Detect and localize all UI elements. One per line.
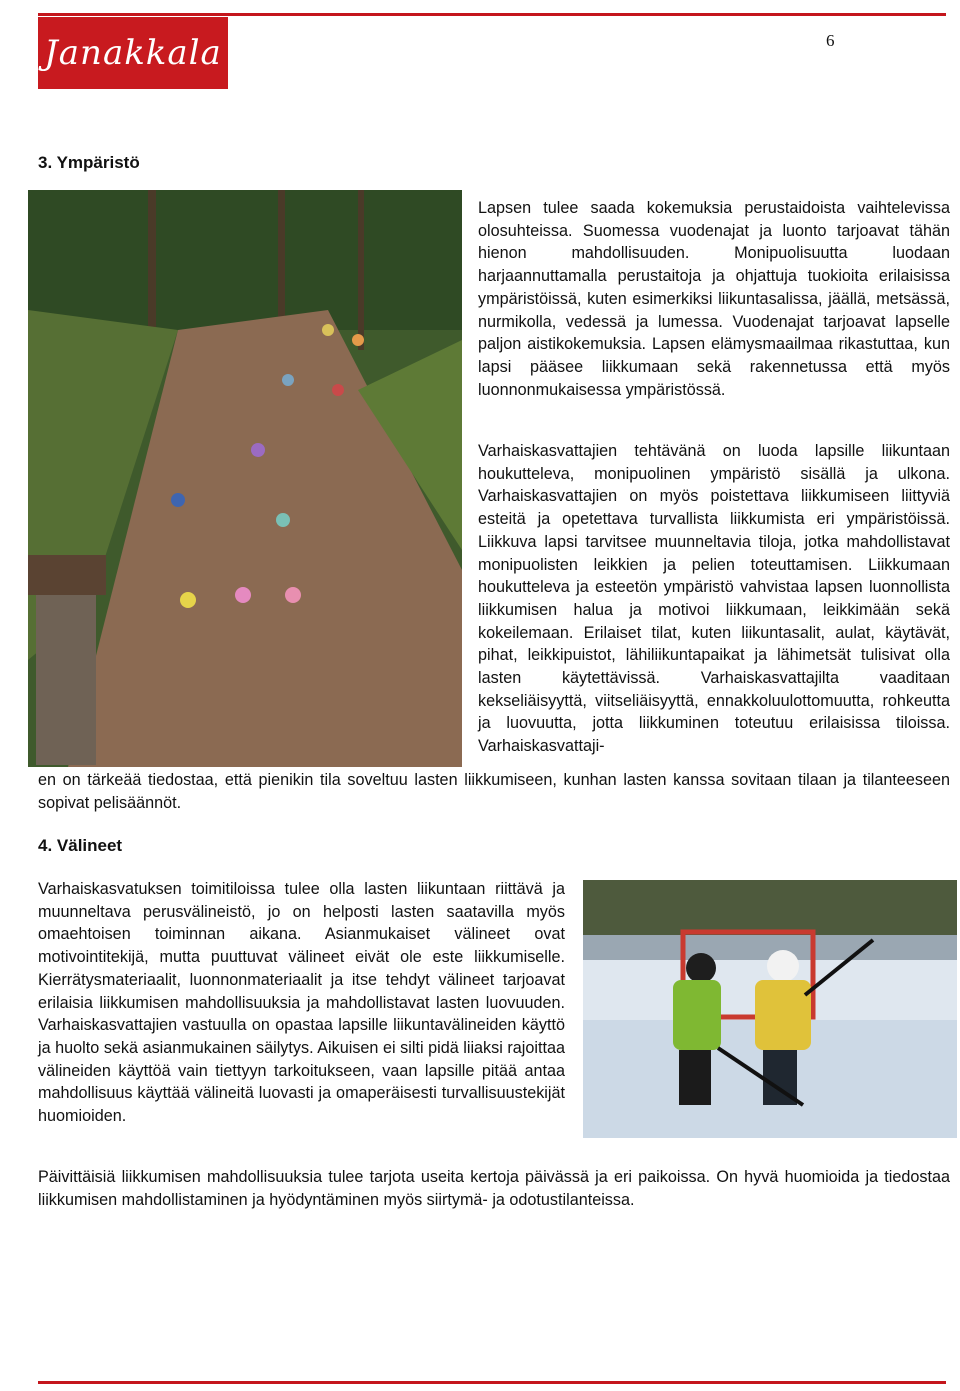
section-4-paragraph-2: Päivittäisiä liikkumisen mahdollisuuksia tulee tarjota useita kertoja päivässä ja eri paikoissa. On hyvä huomioida ja tiedostaa liikkumisen mahdollistaminen ja hyödyntäminen myös siirtymä- ja odotustilanteissa. <box>38 1168 950 1209</box>
section-3-paragraph-2-full: en on tärkeää tiedostaa, että pienikin tila soveltuu lasten liikkumiseen, kunhan lasten kanssa sovitaan tilaan ja tilanteeseen sopivat pelisäännöt. <box>38 771 950 812</box>
bottom-rule <box>38 1381 946 1384</box>
section-4-title: 4. Välineet <box>38 836 123 855</box>
section-4-paragraph-1: Varhaiskasvatuksen toimitiloissa tulee olla lasten liikuntaan riittävä ja muunneltava perusvälineistö, jo on helposti lasten saatavilla myös omaehtoisen toiminnan aikana. Asianmukaiset välineet ovat motivointitekijä, mutta puuttuvat välineet eivät ole este liikkumiselle. Kierrätysmateriaalit, luonnonmateriaalit ja itse tehdyt välineet tarjoavat erilaisia liikkumisen mahdollisuuksia ja mahdollistavat lasten luovuuden. Varhaiskasvattajien vastuulla on opastaa lapsille liikuntavälineiden käyttö ja huolto sekä asianmukainen säilytys. Aikuisen ei silti pidä liiaksi rajoittaa välineiden käyttöä vain tiettyyn tarkoitukseen, vaan lapsille pitää antaa mahdollisuus käyttää välineitä luovasti ja omaperäisesti turvallisuustekijät huomioiden. <box>38 880 565 1126</box>
top-rule <box>38 13 946 16</box>
section-3-paragraph-1: Lapsen tulee saada kokemuksia perustaidoista vaihtelevissa olosuhteissa. Suomessa vuodenajat ja luonto tarjoavat tähän hienon mahdollisuuden. Monipuolisuutta luodaan harjaannuttamalla perustaitoja ja ohjattuja tuokioita erilaisissa ympäristöissä, kuten esimerkiksi liikuntasalissa, jäällä, metsässä, nurmikolla, vedessä ja lumessa. Vuodenajat tarjoavat lapselle paljon aistikokemuksia. Lapsen elämysmaailmaa rikastuttaa, kun lapsi pääsee liikkumaan sekä rakennetussa että myös luonnonmukaisessa ympäristössä. <box>478 199 950 399</box>
hockey-photo-illustration <box>583 880 957 1138</box>
janakkala-logo <box>38 17 228 89</box>
logo-text: Janakkala <box>44 33 222 73</box>
section-3-title: 3. Ympäristö <box>38 153 140 172</box>
hill-photo-illustration <box>28 190 462 767</box>
photo-children-ice-hockey <box>583 880 957 1138</box>
photo-children-climbing-hill <box>28 190 462 767</box>
page-number: 6 <box>826 31 835 50</box>
section-3-paragraph-2-side: Varhaiskasvattajien tehtävänä on luoda lapsille liikuntaan houkutteleva, monipuolinen ympäristö sisällä ja ulkona. Varhaiskasvattajien on myös poistettava liikkumiseen liittyviä esteitä ja opetettava turvallista liikkumista eri ympäristöissä. Liikkuva lapsi tarvitsee muunneltavia tiloja, jotka mahdollistavat monipuolisten leikkien ja pelien toteuttamisen. Liikkumaan houkutteleva ja esteetön ympäristö vahvistaa lapsen luonnollista liikkumisen halua ja motivoi liikkumaan, leikkimään sekä kokeilemaan. Erilaiset tilat, kuten liikuntasalit, aulat, käytävät, pihat, leikkipuistot, lähiliikuntapaikat ja lähimetsät tulisivat olla lasten käytettävissä. Varhaiskasvattajilta vaaditaan kekseliäisyyttä, viitseliäisyyttä, ennakkoluulottomuutta, rohkeutta ja luovuutta, jotta liikkuminen toteutuu erilaisissa tiloissa. Varhaiskasvattaji- <box>478 442 950 756</box>
